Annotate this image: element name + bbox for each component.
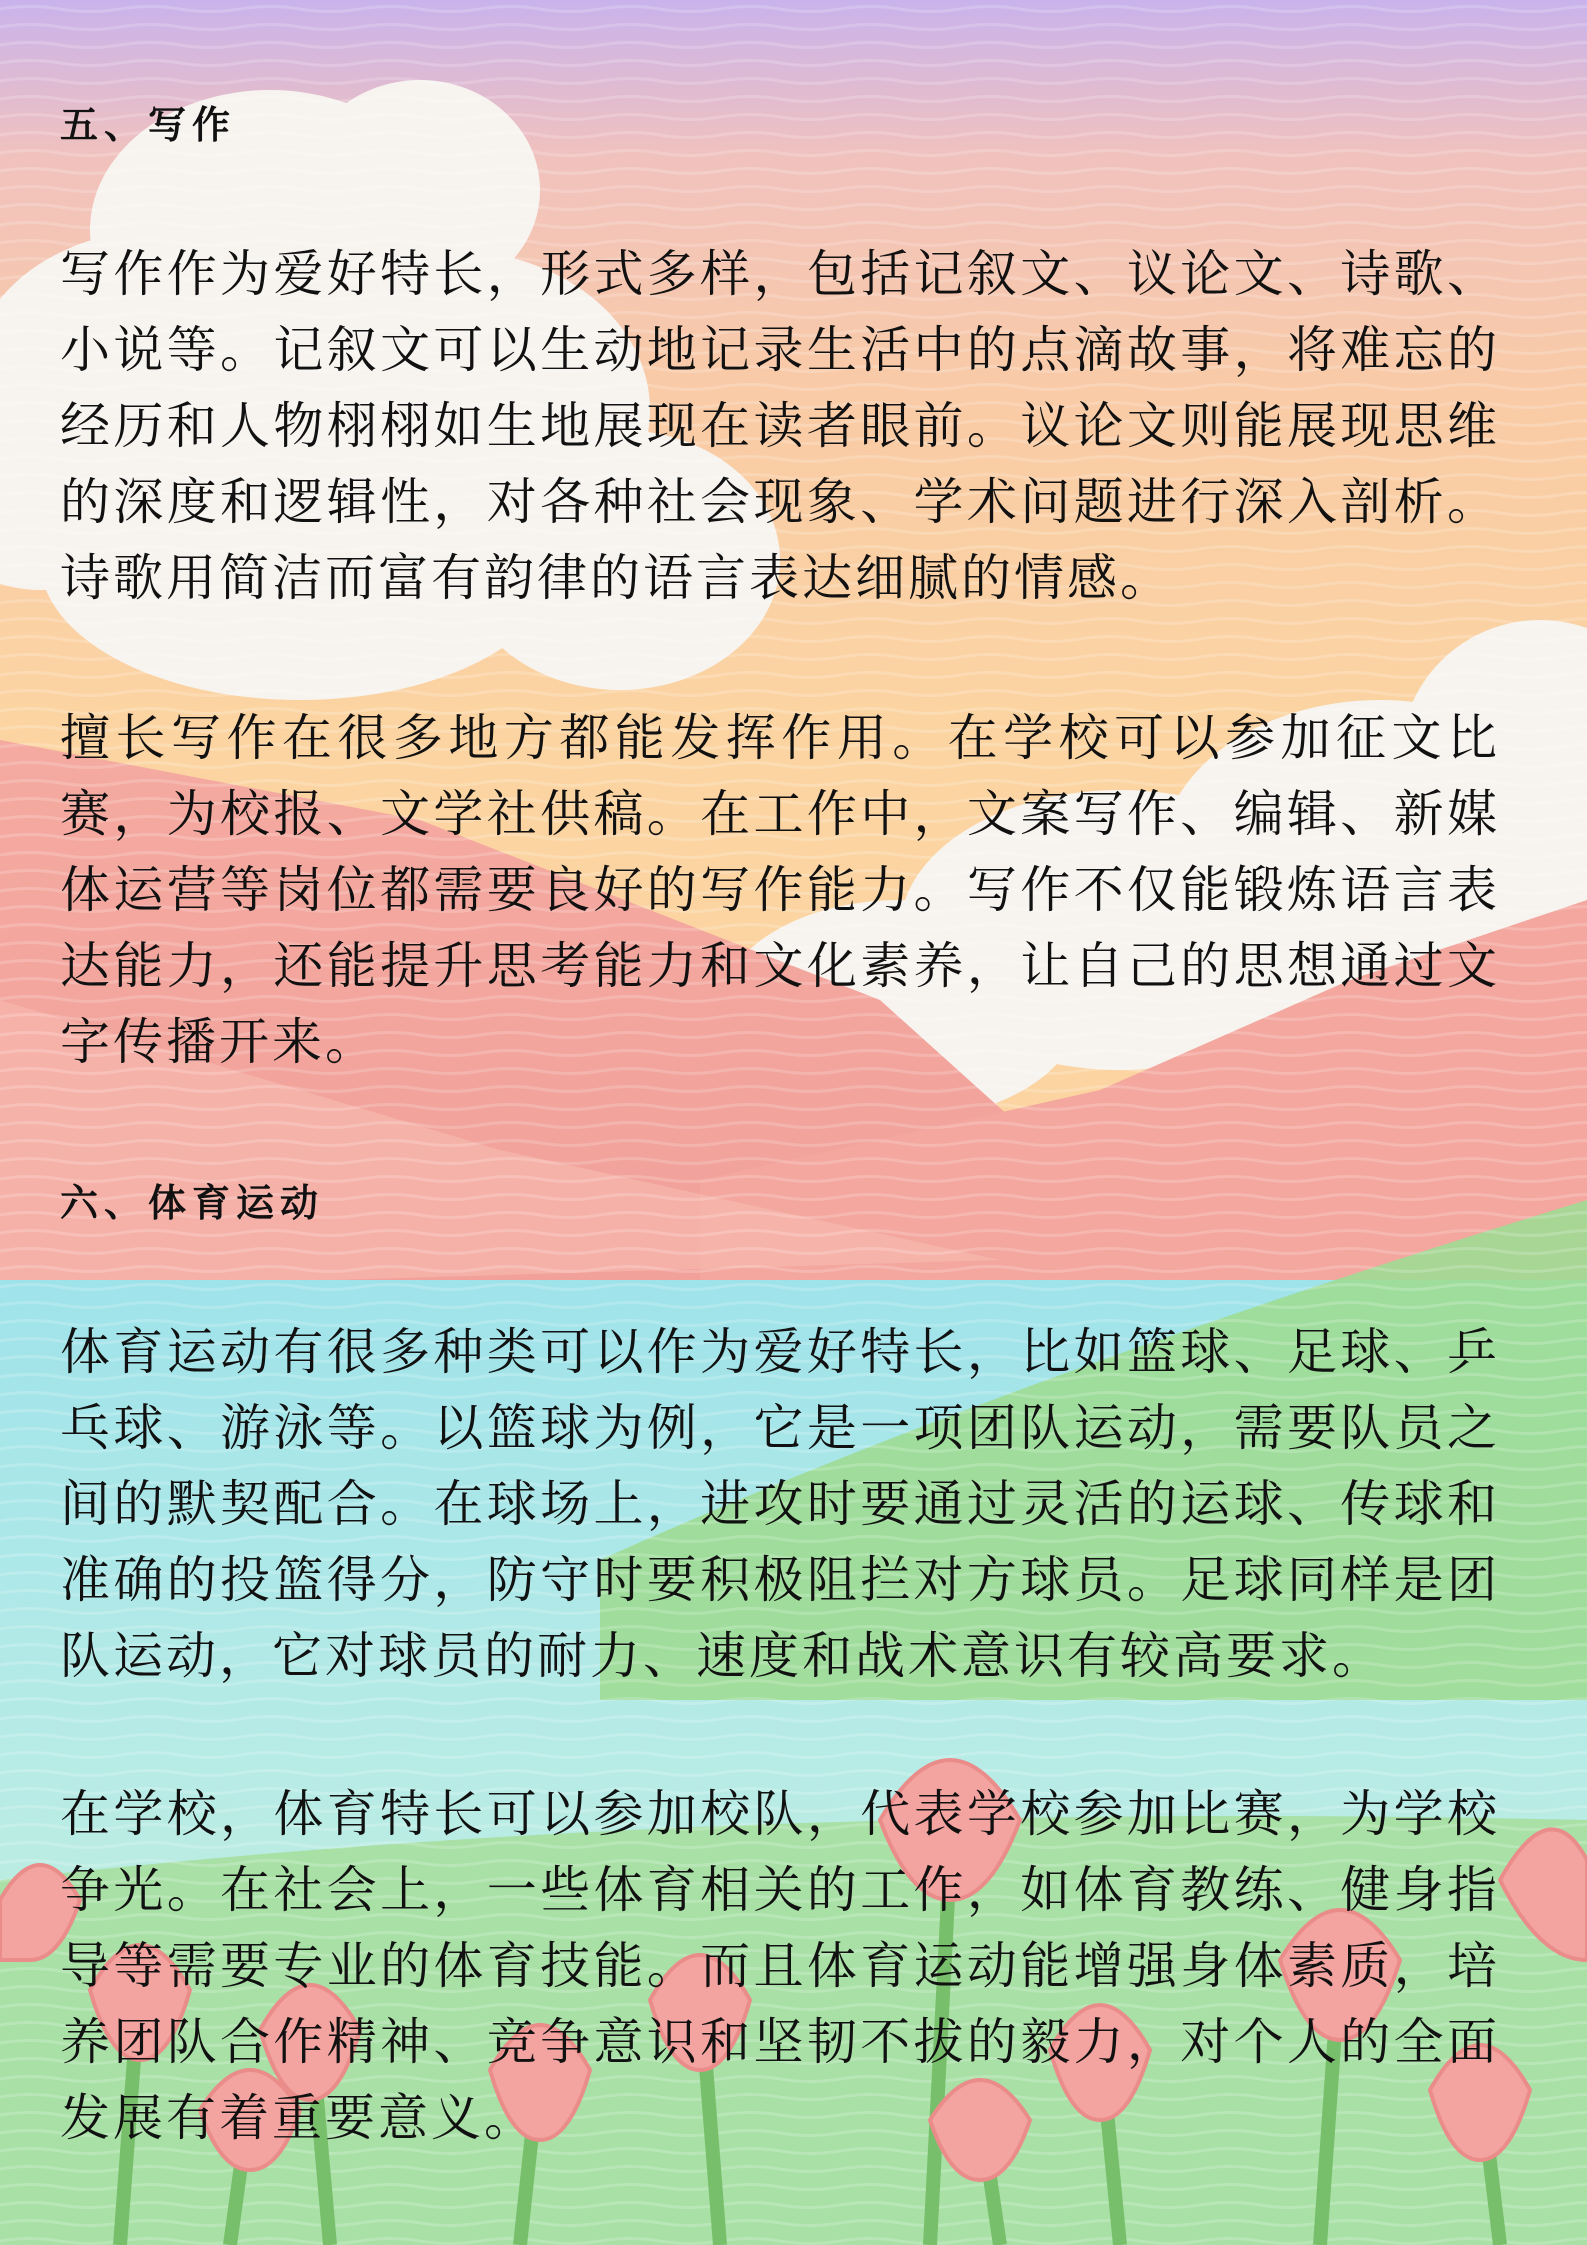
section-heading-writing: 五、写作: [60, 103, 237, 147]
sports-paragraph-2: 在学校，体育特长可以参加校队，代表学校参加比赛，为学校争光。在社会上，一些体育相关的工作，如体育教练、健身指导等需要专业的体育技能。而且体育运动能增强身体素质，培养团队合作精神、竞争意识和坚韧不拔的毅力，对个人的全面发展有着重要意义。: [60, 1785, 1500, 2147]
section-heading-sports: 六、体育运动: [60, 1181, 325, 1225]
sports-paragraph-1: 体育运动有很多种类可以作为爱好特长，比如篮球、足球、乒乓球、游泳等。以篮球为例，它是一项团队运动，需要队员之间的默契配合。在球场上，进攻时要通过灵活的运球、传球和准确的投篮得分，防守时要积极阻拦对方球员。足球同样是团队运动，它对球员的耐力、速度和战术意识有较高要求。: [60, 1323, 1500, 1685]
writing-paragraph-2: 擅长写作在很多地方都能发挥作用。在学校可以参加征文比赛，为校报、文学社供稿。在工作中，文案写作、编辑、新媒体运营等岗位都需要良好的写作能力。写作不仅能锻炼语言表达能力，还能提升思考能力和文化素养，让自己的思想通过文字传播开来。: [60, 709, 1500, 1071]
writing-paragraph-1: 写作作为爱好特长，形式多样，包括记叙文、议论文、诗歌、小说等。记叙文可以生动地记录生活中的点滴故事，将难忘的经历和人物栩栩如生地展现在读者眼前。议论文则能展现思维的深度和逻辑性，对各种社会现象、学术问题进行深入剖析。诗歌用简洁而富有韵律的语言表达细腻的情感。: [60, 245, 1500, 607]
